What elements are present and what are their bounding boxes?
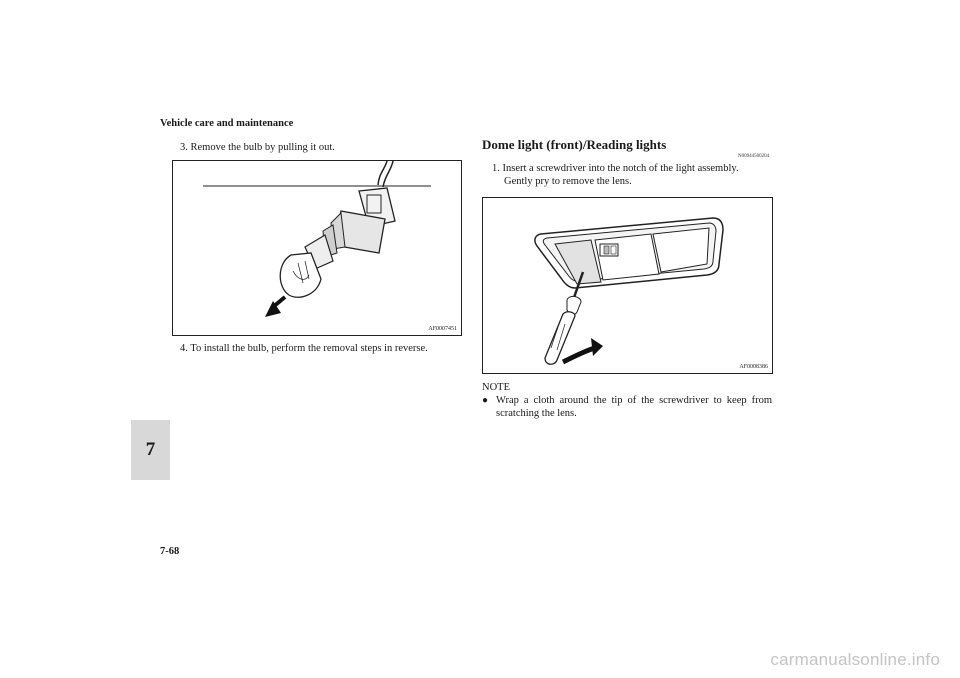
note-item [482, 394, 772, 420]
dome-light-illustration [483, 198, 772, 373]
note-label: NOTE [482, 382, 510, 393]
step-3-text: 3. Remove the bulb by pulling it out. [180, 142, 335, 153]
reference-code: N00944500204 [738, 154, 770, 159]
bulb-removal-illustration [173, 161, 461, 335]
figure-1-code: AF0007451 [428, 326, 457, 332]
watermark-link[interactable]: carmanualsonline.info [770, 650, 940, 669]
step-4-text: 4. To install the bulb, perform the removal steps in reverse. [180, 343, 428, 354]
step-1-text [492, 162, 772, 188]
chapter-number: 7 [145, 439, 156, 460]
bulb-removal-figure [172, 160, 462, 336]
bullet-icon: ● [482, 395, 489, 406]
dome-light-heading: Dome light (front)/Reading lights [482, 137, 667, 152]
chapter-tab [131, 420, 170, 480]
step-1-line-2: Gently pry to remove the lens. [504, 176, 632, 187]
figure-2-code: AF0008386 [739, 364, 768, 370]
section-title: Vehicle care and maintenance [160, 118, 294, 129]
page-number: 7-68 [160, 546, 180, 557]
step-1-line-1: 1. Insert a screwdriver into the notch of the light assembly. [492, 163, 739, 174]
dome-light-figure [482, 197, 773, 374]
note-text: Wrap a cloth around the tip of the screwdriver to keep from scratching the lens. [496, 395, 772, 419]
